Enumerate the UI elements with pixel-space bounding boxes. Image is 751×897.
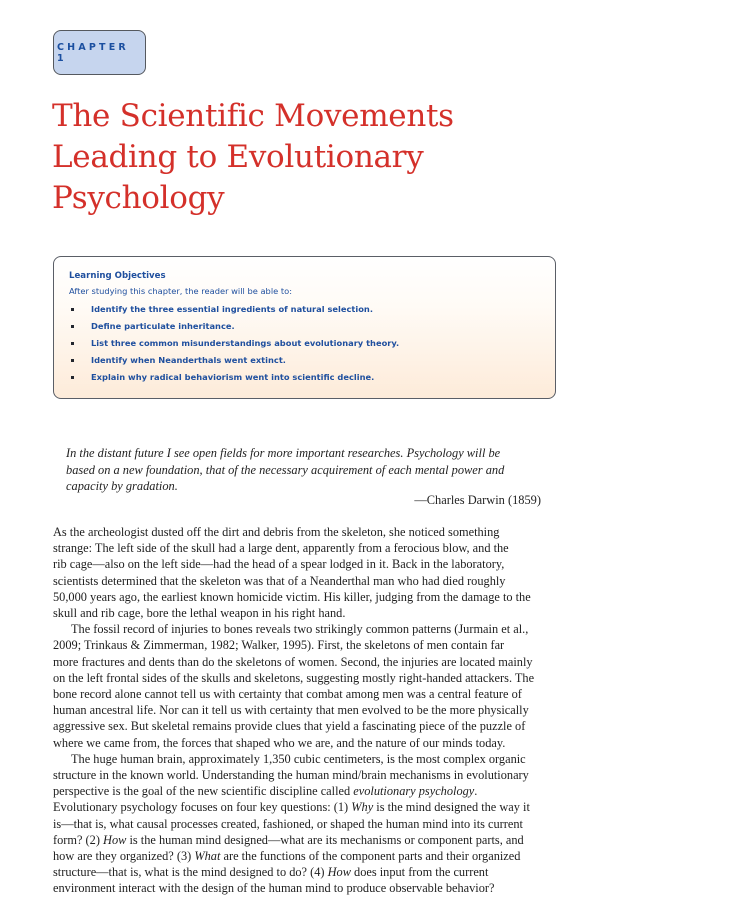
objective-item: Identify the three essential ingredients of natural selection. — [69, 301, 555, 318]
body-text — [53, 524, 563, 897]
title-line: Leading to Evolutionary — [52, 139, 424, 175]
square-bullet-icon — [71, 325, 74, 328]
objectives-intro: After studying this chapter, the reader will be able to: — [69, 286, 292, 296]
chapter-badge — [53, 30, 146, 75]
epigraph-quote: In the distant future I see open fields for more important researches. Psychology will be based on a new foundation, that of the necessary acquirement of each mental power and capacity by gradation. — [66, 446, 505, 493]
square-bullet-icon — [71, 359, 74, 362]
objectives-list — [69, 301, 555, 386]
paragraph: As the archeologist dusted off the dirt and debris from the skeleton, she noticed something strange: The left side of the skull had a large dent, apparently from a ferocious blow, and the rib cage—also on the left side—had the head of a spear lodged in it. Back in the laboratory, scientists determined that the skeleton was that of a Neanderthal man who had died roughly 50,000 years ago, the earliest known homicide victim. His killer, judging from the damage to the skull and rib cage, bore the lethal weapon in his right hand. — [53, 525, 531, 621]
square-bullet-icon — [71, 376, 74, 379]
chapter-title — [52, 96, 612, 219]
paragraph: The fossil record of injuries to bones reveals two strikingly common patterns (Jurmain et al., 2009; Trinkaus & Zimmerman, 1982; Walker, 1995). First, the skeletons of men contain far more fractures and dents than do the skeletons of women. Second, the injuries are located mainly on the left frontal sides of the skulls and skeletons, suggesting mostly right-handed attackers. The bone record alone cannot tell us with certainty that combat among men was a central feature of human ancestral life. Nor can it tell us with certainty that men evolved to be the more physically aggressive sex. But skeletal remains provide clues that yield a fascinating piece of the puzzle of where we came from, the forces that shaped who we are, and the nature of our minds today. — [53, 622, 535, 750]
learning-objectives-box — [53, 256, 556, 399]
title-line: Psychology — [52, 180, 225, 216]
title-line: The Scientific Movements — [52, 98, 454, 134]
objectives-heading: Learning Objectives — [69, 271, 166, 281]
objective-item: List three common misunderstandings about evolutionary theory. — [69, 335, 555, 352]
paragraph: The huge human brain, approximately 1,350 cubic centimeters, is the most complex organic structure in the known world. Understanding the human mind/brain mechanisms in evolutionary perspective is the goal of the new scientific discipline called evolutionary psychology. Evolutionary psychology focuses on four key questions: (1) Why is the mind designed the way it is—that is, what causal processes created, fashioned, or shaped the human mind into its current form? (2) How is the human mind designed—what are its mechanisms or component parts, and how are they organized? (3) What are the functions of the component parts and their organized structure—that is, what is the mind designed to do? (4) How does input from the current environment interact with the design of the human mind to produce observable behavior? — [53, 751, 530, 896]
square-bullet-icon — [71, 308, 74, 311]
chapter-label: CHAPTER 1 — [57, 41, 129, 64]
objective-item: Define particulate inheritance. — [69, 318, 555, 335]
objective-item: Identify when Neanderthals went extinct. — [69, 352, 555, 369]
objective-item: Explain why radical behaviorism went into scientific decline. — [69, 369, 555, 386]
epigraph-attribution: —Charles Darwin (1859) — [414, 493, 541, 507]
emphasized-term: evolutionary psychology — [353, 784, 475, 799]
square-bullet-icon — [71, 342, 74, 345]
